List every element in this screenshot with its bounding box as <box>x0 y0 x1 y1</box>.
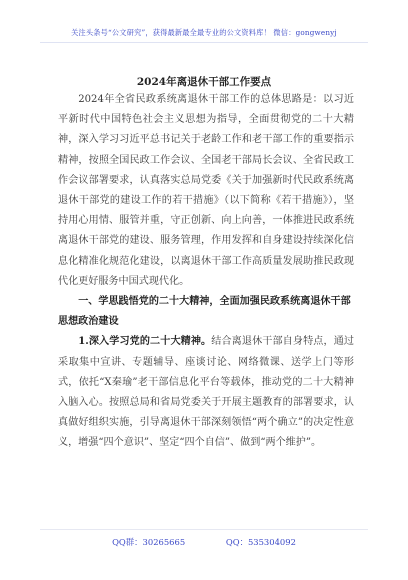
section-heading: 一、学思践悟党的二十大精神，全面加强民政系统离退休干部思想政治建设 <box>58 296 351 328</box>
document-body <box>58 90 354 454</box>
document-title: 2024年离退休干部工作要点 <box>136 76 272 88</box>
intro-paragraph: 2024年全省民政系统离退休干部工作的总体思路是：以习近平新时代中国特色社会主义思想为指导，全面贯彻党的二十大精神，深入学习习近平总书记关于老龄工作和老干部工作的重要指示精神，按照全国民政工作会议、全国老干部局长会议、全省民政工作会议部署要求，认真落实总局党委《关于加强新时代民政系统离退休干部党的建设工作的若干措施》（以下简称《若干措施》），坚持用心用情、服管并重，守正创新、向上向善，一体推进民政系统离退休干部党的建设、服务管理，作用发挥和自身建设持续深化信息化精准化规范化建设，以离退休干部工作高质量发展助推民政现代化更好服务中国式现代化。 <box>58 94 354 287</box>
footer-divider <box>40 529 368 530</box>
header-notice: 关注头条号“公文研究”，获得最新最全最专业的公文资料库！ 微信：gongwenyj <box>71 28 337 37</box>
qq-number: QQ：535304092 <box>225 537 296 547</box>
qq-group: QQ群：30265665 <box>112 537 186 547</box>
item-lead: 1.深入学习党的二十大精神。 <box>78 336 212 348</box>
item-text: 结合离退休干部自身特点，通过采取集中宣讲、专题辅导、座谈讨论、网络微课、送学上门等形式，依托“X秦瑜”老干部信息化平台等载体，推动党的二十大精神入脑入心。按照总局和省局党委关于开展主题教育的部署要求，认真做好组织实施，引导离退休干部深刻领悟“两个确立”的决定性意义，增强“四个意识”、坚定“四个自信”、做到“两个维护”。 <box>58 336 354 449</box>
header-divider <box>40 42 368 43</box>
footer-contact <box>0 536 408 548</box>
item-paragraph <box>58 332 354 453</box>
